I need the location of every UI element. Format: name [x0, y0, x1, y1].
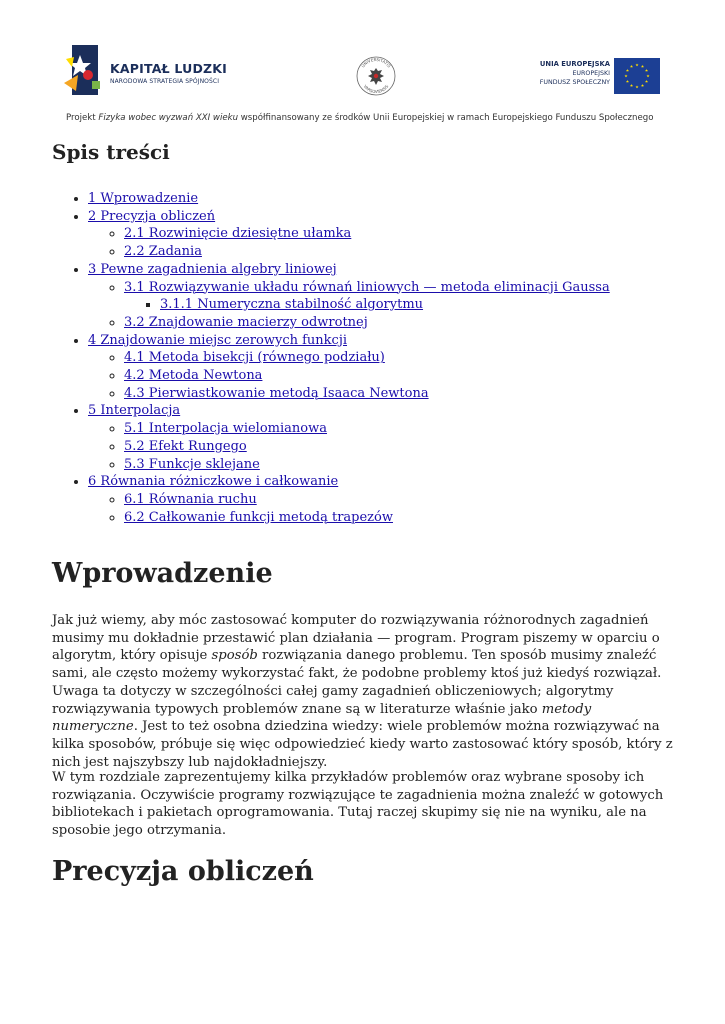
toc-link-5-2[interactable]: 5.2 Efekt Rungego — [124, 438, 247, 454]
toc-link-4-3[interactable]: 4.3 Pierwiastkowanie metodą Isaaca Newtona — [124, 385, 429, 401]
toc-link-3-2[interactable]: 3.2 Znajdowanie macierzy odwrotnej — [124, 314, 368, 330]
toc-link-4-1[interactable]: 4.1 Metoda bisekcji (równego podziału) — [124, 350, 385, 366]
toc-item — [124, 349, 677, 367]
toc-item — [124, 385, 677, 403]
toc-item — [124, 243, 677, 261]
toc-list — [52, 190, 677, 526]
toc-item — [88, 332, 677, 403]
toc-item — [124, 314, 677, 332]
toc-link-2[interactable]: 2 Precyzja obliczeń — [88, 208, 216, 224]
university-seal-icon — [355, 55, 397, 97]
toc-link-5-1[interactable]: 5.1 Interpolacja wielomianowa — [124, 421, 327, 437]
toc-item — [124, 491, 677, 509]
kapital-ludzki-star-icon — [64, 45, 104, 97]
toc-item — [124, 456, 677, 474]
kapital-ludzki-subtitle: NARODOWA STRATEGIA SPÓJNOŚCI — [110, 78, 220, 85]
eu-line-2: EUROPEJSKI — [572, 70, 610, 77]
toc-item — [88, 473, 677, 526]
toc-item — [88, 261, 677, 332]
intro-paragraph-2: W tym rozdziale zaprezentujemy kilka przykładów problemów oraz wybrane sposoby ich rozwiązania. Oczywiście programy rozwiązujące te zagadnienia można znaleźć w gotowych bibliotekach i pakietach oprogramowania. Tutaj raczej skupimy się nie na wyniku, ale na sposobie jego otrzymania. — [52, 770, 664, 839]
svg-text:VARSOVIENSIS: VARSOVIENSIS — [362, 83, 390, 95]
toc-item — [88, 402, 677, 473]
eu-text — [540, 60, 610, 86]
eu-logo — [508, 55, 668, 97]
toc-link-6[interactable]: 6 Równania różniczkowe i całkowanie — [88, 474, 339, 490]
section-title-wprowadzenie: Wprowadzenie — [52, 558, 273, 589]
toc-link-4[interactable]: 4 Znajdowanie miejsc zerowych funkcji — [88, 332, 348, 348]
toc-item — [124, 225, 677, 243]
eu-flag-icon — [614, 58, 660, 94]
toc-sublist — [88, 225, 677, 260]
table-of-contents — [52, 190, 677, 526]
p1-part-c: . Jest to też osobna dziedzina wiedzy: wiele problemów można rozwiązywać na kilka sposobów, próbuje się więc odpowiedzieć kiedy warto zastosować który sposób, który z nich jest najszybszy lub najdokładniejszy. — [52, 719, 673, 770]
project-funding-line — [66, 113, 653, 123]
toc-link-6-1[interactable]: 6.1 Równania ruchu — [124, 491, 257, 507]
toc-sublist — [88, 491, 677, 526]
p1-part-a: Jak już wiemy, aby móc zastosować komputer do rozwiązywania różnorodnych zagadnień musimy mu dokładnie przestawić plan działania — program. Program piszemy w oparciu o algorytm, który opisuje — [52, 613, 660, 664]
toc-sublist — [88, 349, 677, 402]
svg-text:UNIVERSITATIS: UNIVERSITATIS — [360, 56, 392, 69]
toc-link-5[interactable]: 5 Interpolacja — [88, 403, 181, 419]
p1-part-b: rozwiązania danego problemu. Ten sposób musimy znaleźć sami, ale często możemy wykorzystać fakt, że podobne problemy ktoś już kiedyś rozwiązał. Uwaga ta dotyczy w szczególności całej gamy zagadnień obliczeniowych; algorytmy rozwiązywania typowych problemów znane są w literaturze właśnie jako — [52, 648, 662, 717]
toc-link-3[interactable]: 3 Pewne zagadnienia algebry liniowej — [88, 261, 337, 277]
toc-sublist — [88, 279, 677, 332]
toc-heading: Spis treści — [52, 140, 170, 164]
toc-item — [88, 208, 677, 261]
toc-link-3-1[interactable]: 3.1 Rozwiązywanie układu równań liniowych — metoda eliminacji Gaussa — [124, 279, 610, 295]
kapital-ludzki-logo — [64, 45, 254, 100]
kapital-ludzki-title: KAPITAŁ LUDZKI — [110, 61, 228, 76]
project-suffix: współfinansowany ze środków Unii Europejskiej w ramach Europejskiego Funduszu Społecznego — [238, 113, 654, 123]
page-header — [0, 0, 725, 135]
toc-item — [124, 420, 677, 438]
project-prefix: Projekt — [66, 113, 99, 123]
toc-item — [124, 509, 677, 527]
toc-item — [124, 367, 677, 385]
toc-link-6-2[interactable]: 6.2 Całkowanie funkcji metodą trapezów — [124, 509, 393, 525]
intro-paragraph-1 — [52, 612, 677, 771]
toc-link-2-2[interactable]: 2.2 Zadania — [124, 244, 202, 260]
toc-link-3-1-1[interactable]: 3.1.1 Numeryczna stabilność algorytmu — [160, 297, 424, 313]
toc-sublist — [88, 420, 677, 473]
p1-emphasis-sposob: sposób — [211, 648, 258, 664]
p1-emphasis-metody: metody numeryczne — [52, 701, 592, 735]
eu-line-1: UNIA EUROPEJSKA — [539, 60, 610, 68]
project-title: Fizyka wobec wyzwań XXI wieku — [98, 113, 239, 123]
toc-item — [124, 438, 677, 456]
toc-subsublist — [124, 296, 677, 314]
toc-item — [124, 279, 677, 314]
toc-item — [160, 296, 677, 314]
toc-link-5-3[interactable]: 5.3 Funkcje sklejane — [124, 456, 260, 472]
eu-line-3: FUNDUSZ SPOŁECZNY — [539, 79, 610, 86]
toc-item — [88, 190, 677, 208]
toc-link-1[interactable]: 1 Wprowadzenie — [88, 191, 199, 206]
toc-link-2-1[interactable]: 2.1 Rozwinięcie dziesiętne ułamka — [124, 226, 352, 242]
section-title-precyzja: Precyzja obliczeń — [52, 856, 314, 887]
toc-link-4-2[interactable]: 4.2 Metoda Newtona — [124, 368, 263, 384]
